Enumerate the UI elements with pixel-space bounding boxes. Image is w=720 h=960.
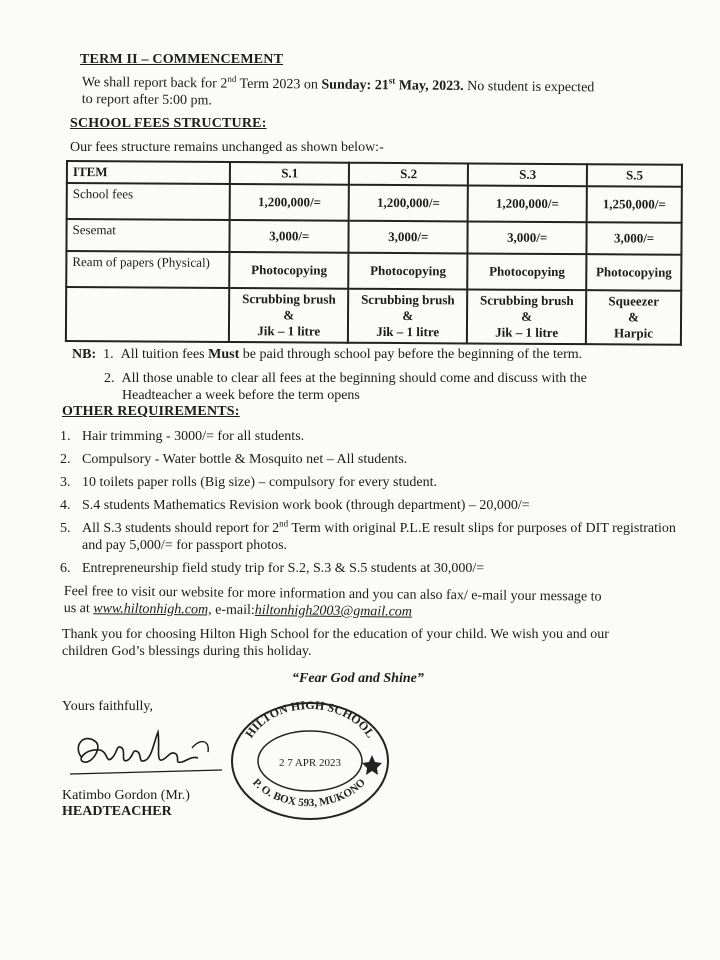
list-item: 2. Compulsory - Water bottle & Mosquito net – All students. xyxy=(60,452,408,467)
list-item: 4. S.4 students Mathematics Revision work book (through department) – 20,000/= xyxy=(60,498,530,513)
commencement-heading: TERM II – COMMENCEMENT xyxy=(80,52,284,67)
fees-table xyxy=(65,160,683,346)
table-cell: Photocopying xyxy=(586,254,681,291)
col-header-s3: S.3 xyxy=(468,163,587,186)
row-label xyxy=(66,287,230,342)
list-item: 6. Entrepreneurship field study trip for S.2, S.3 & S.5 students at 30,000/= xyxy=(60,561,485,576)
commencement-text: We shall report back for 2nd Term 2023 on Sunday: 21st May, 2023. No student is expected to report after 5:00 pm. xyxy=(81,73,595,109)
list-item: 1. Hair trimming - 3000/= for all students. xyxy=(60,429,305,444)
table-cell: Photocopying xyxy=(467,253,586,290)
signatory-name: Katimbo Gordon (Mr.) xyxy=(62,788,190,803)
table-cell: Scrubbing brush & Jik – 1 litre xyxy=(348,289,467,344)
signature-image xyxy=(62,718,232,788)
table-row xyxy=(66,287,681,345)
table-row xyxy=(66,251,681,291)
table-row xyxy=(67,183,682,223)
website-link[interactable]: www.hiltonhigh.com, xyxy=(93,601,212,618)
table-cell: 1,200,000/= xyxy=(468,185,587,222)
table-cell: Squeezer & Harpic xyxy=(586,290,681,345)
other-requirements-heading: OTHER REQUIREMENTS: xyxy=(62,404,240,419)
svg-text:P. O. BOX 593, MUKONO: P. O. BOX 593, MUKONO xyxy=(250,776,368,810)
table-row xyxy=(66,219,681,255)
motto: “Fear God and Shine” xyxy=(292,671,424,686)
col-header-s2: S.2 xyxy=(349,163,468,186)
table-cell: Photocopying xyxy=(348,253,467,290)
row-label: Sesemat xyxy=(66,219,230,252)
nb-item-2: 2. All those unable to clear all fees at the beginning should come and discuss with the Headteacher a week before the term opens xyxy=(104,371,587,403)
col-header-s1: S.1 xyxy=(230,162,349,185)
svg-text:HILTON HIGH SCHOOL: HILTON HIGH SCHOOL xyxy=(242,698,378,741)
table-cell: Photocopying xyxy=(230,252,349,289)
table-cell: 1,200,000/= xyxy=(230,184,349,221)
list-item: 5. All S.3 students should report for 2nd Term with original P.L.E result slips for purposes of DIT registration and pay 5,000/= for passport photos. xyxy=(60,518,676,553)
row-label: Ream of papers (Physical) xyxy=(66,251,230,288)
list-item: 3. 10 toilets paper rolls (Big size) – compulsory for every student. xyxy=(60,475,437,490)
col-header-item: ITEM xyxy=(67,161,230,184)
table-cell: 3,000/= xyxy=(468,221,587,254)
school-stamp xyxy=(224,697,394,822)
nb-item-1: NB: 1. All tuition fees Must be paid through school pay before the beginning of the term. xyxy=(72,347,583,362)
table-cell: 3,000/= xyxy=(230,220,349,253)
row-label: School fees xyxy=(67,183,231,220)
fees-heading: SCHOOL FEES STRUCTURE: xyxy=(70,116,267,131)
signatory-title: HEADTEACHER xyxy=(62,804,172,819)
contact-paragraph: Feel free to visit our website for more information and you can also fax/ e-mail your message to us at www.hiltonhigh.com, e-mail:hiltonhigh2003@gmail.com xyxy=(63,583,602,620)
table-cell: 3,000/= xyxy=(349,221,468,254)
table-cell: 1,200,000/= xyxy=(349,185,468,222)
table-cell: Scrubbing brush & Jik – 1 litre xyxy=(229,288,348,343)
table-cell: 3,000/= xyxy=(587,222,682,255)
requirements-list xyxy=(60,428,680,583)
table-cell: 1,250,000/= xyxy=(587,186,682,223)
table-cell: Scrubbing brush & Jik – 1 litre xyxy=(467,289,586,344)
thanks-paragraph: Thank you for choosing Hilton High School for the education of your child. We wish you and our children God’s blessings during this holiday. xyxy=(62,627,609,659)
fees-intro: Our fees structure remains unchanged as shown below:- xyxy=(70,140,384,155)
svg-text:2 7 APR 2023: 2 7 APR 2023 xyxy=(278,757,342,769)
col-header-s5: S.5 xyxy=(587,164,682,187)
closing: Yours faithfully, xyxy=(62,699,154,714)
email-link[interactable]: hiltonhigh2003@gmail.com xyxy=(254,602,413,620)
